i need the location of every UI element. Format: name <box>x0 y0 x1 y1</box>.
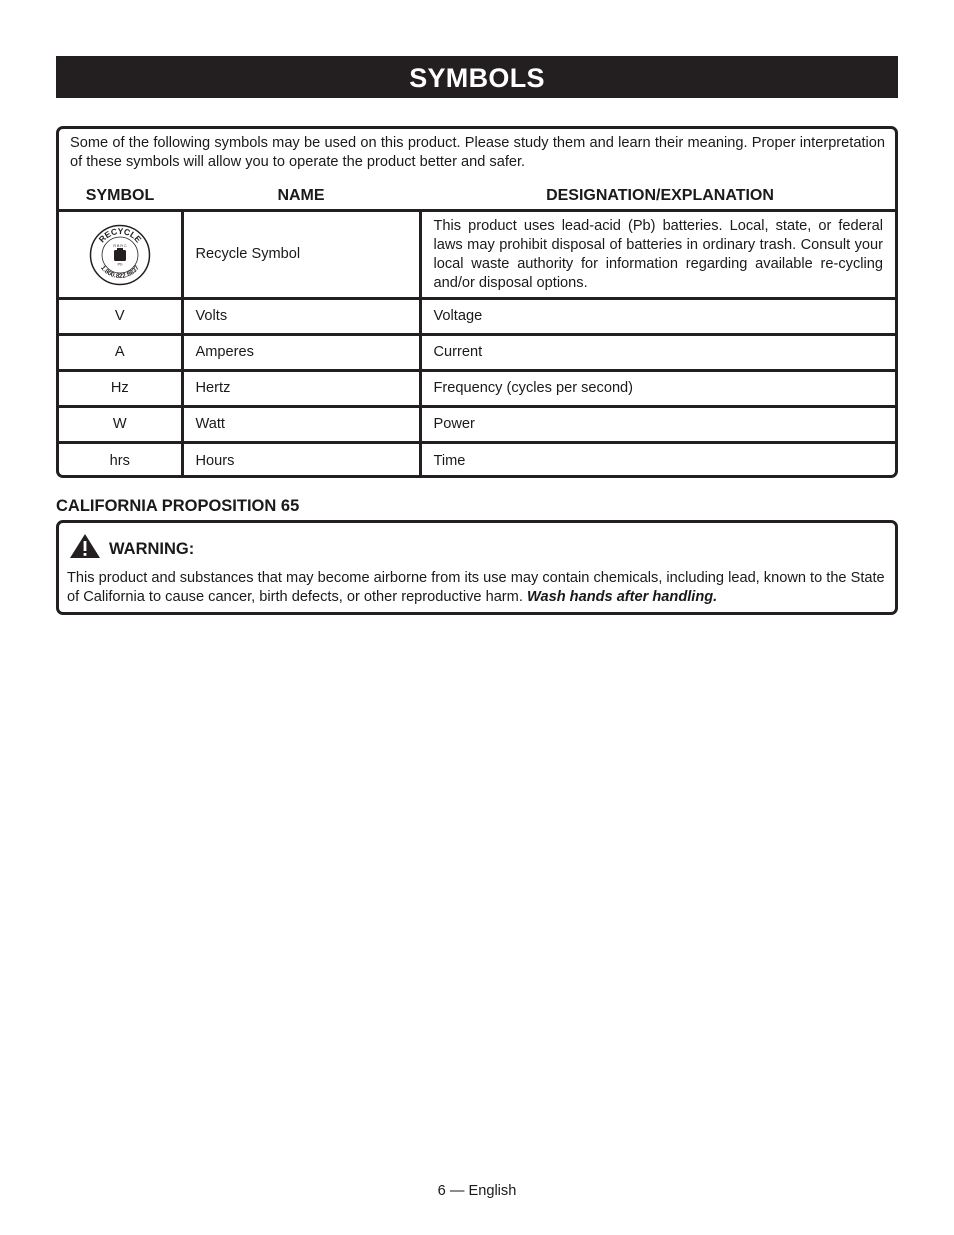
warning-triangle-icon <box>69 533 101 559</box>
name-cell: Amperes <box>182 335 420 371</box>
recycle-top-text: RECYCLE <box>96 225 144 244</box>
symbol-cell <box>59 211 182 299</box>
name-cell: Hours <box>182 443 420 479</box>
explanation-cell: Current <box>420 335 895 371</box>
table-row <box>59 371 895 407</box>
table-row <box>59 211 895 299</box>
explanation-cell: Voltage <box>420 299 895 335</box>
table-row <box>59 407 895 443</box>
recycle-phone-text: 1.800.822.8837 <box>98 264 141 280</box>
warning-box <box>56 520 898 615</box>
name-cell: Watt <box>182 407 420 443</box>
header-symbol: SYMBOL <box>85 187 155 204</box>
table-row <box>59 335 895 371</box>
header-name: NAME <box>277 187 325 204</box>
symbol-cell: W <box>59 407 182 443</box>
warning-label: WARNING: <box>109 540 195 558</box>
header-explanation: DESIGNATION/EXPLANATION <box>546 187 774 204</box>
page-title: SYMBOLS <box>56 56 898 98</box>
symbol-cell: Hz <box>59 371 182 407</box>
explanation-cell: Power <box>420 407 895 443</box>
symbol-cell: hrs <box>59 443 182 479</box>
symbols-intro: Some of the following symbols may be used on this product. Please study them and learn their meaning. Proper interpretation of these symbols will allow you to operate the product better and safer. <box>70 135 885 170</box>
symbols-table <box>59 209 895 478</box>
warning-body: This product and substances that may become airborne from its use may contain chemicals, including lead, known to the State of California to cause cancer, birth defects, or other reproductive harm. <box>67 570 885 605</box>
table-row <box>59 443 895 479</box>
recycle-chem-text: Pb <box>117 261 123 266</box>
symbols-table-box <box>56 126 898 478</box>
prop65-heading: CALIFORNIA PROPOSITION 65 <box>56 497 300 515</box>
explanation-cell: This product uses lead-acid (Pb) batteries. Local, state, or federal laws may prohibit disposal of batteries in ordinary trash. Consult your local waste authority for information regarding available re-cycling and/or disposal options. <box>420 211 895 299</box>
page-footer: 6 — English <box>437 1183 517 1199</box>
warning-text <box>67 569 892 607</box>
name-cell: Recycle Symbol <box>182 211 420 299</box>
explanation-cell: Frequency (cycles per second) <box>420 371 895 407</box>
symbol-cell: V <box>59 299 182 335</box>
name-cell: Volts <box>182 299 420 335</box>
recycle-icon <box>89 224 151 286</box>
name-cell: Hertz <box>182 371 420 407</box>
warning-emphasis: Wash hands after handling. <box>526 589 718 605</box>
explanation-cell: Time <box>420 443 895 479</box>
symbol-cell: A <box>59 335 182 371</box>
table-row <box>59 299 895 335</box>
recycle-rbrc-text: R B R C <box>113 243 127 248</box>
